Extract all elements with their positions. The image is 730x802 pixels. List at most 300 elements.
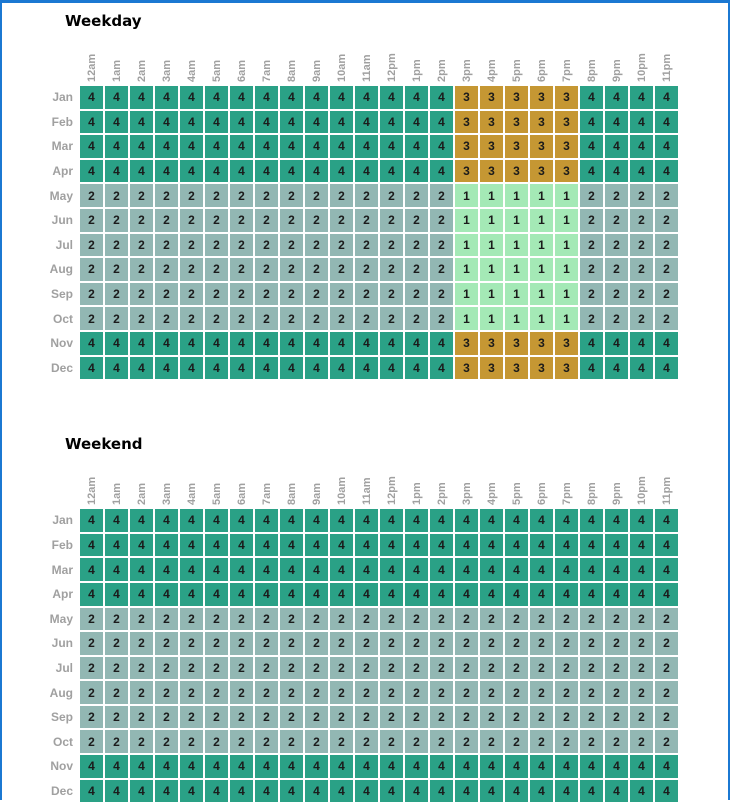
heatmap-cell: 4 [155,111,178,134]
hour-axis-label [255,463,278,507]
heatmap-cell: 4 [205,534,228,557]
heatmap-cell: 2 [580,608,603,631]
heatmap-cell: 4 [630,160,653,183]
heatmap-cell: 2 [355,681,378,704]
hour-axis-label-text: 9am [310,59,323,82]
heatmap-cell: 3 [530,357,553,380]
heatmap-cell: 4 [330,534,353,557]
heatmap-cell: 2 [480,608,503,631]
heatmap-cell: 4 [630,135,653,158]
heatmap-cell: 4 [330,332,353,355]
heatmap-cell: 2 [205,632,228,655]
heatmap-cell: 4 [155,780,178,802]
hour-axis-label-text: 8am [285,483,298,506]
heatmap-cell: 3 [455,111,478,134]
hour-axis-label-text: 2pm [435,59,448,82]
heatmap-cell: 4 [105,755,128,778]
heatmap-cell: 4 [80,558,103,581]
axis-corner-spacer [14,40,78,84]
heatmap-cell: 4 [630,755,653,778]
heatmap-cell: 2 [230,283,253,306]
heatmap-cell: 4 [430,755,453,778]
heatmap-cell: 2 [580,283,603,306]
hour-axis-label-text: 9pm [610,482,623,506]
heatmap-cell: 2 [155,632,178,655]
heatmap-cell: 2 [330,681,353,704]
heatmap-cell: 4 [455,534,478,557]
month-axis-label: Dec [50,360,73,375]
heatmap-cell: 2 [255,184,278,207]
hour-axis-label [205,463,228,507]
heatmap-cell: 4 [305,86,328,109]
heatmap-cell: 4 [405,332,428,355]
heatmap-cell: 2 [505,706,528,729]
heatmap-cell: 3 [530,160,553,183]
heatmap-cell: 2 [130,608,153,631]
heatmap-cell: 2 [180,657,203,680]
heatmap-cell: 2 [355,184,378,207]
heatmap-cell: 4 [430,135,453,158]
heatmap-cell: 2 [580,258,603,281]
heatmap-cell: 1 [555,283,578,306]
heatmap-cell: 4 [330,357,353,380]
heatmap-cell: 2 [630,608,653,631]
heatmap-cell: 4 [255,86,278,109]
heatmap-cell: 2 [580,657,603,680]
month-axis-label: Jan [52,513,73,528]
heatmap-cell: 1 [530,184,553,207]
heatmap-cell: 2 [130,730,153,753]
hour-axis-label-text: 12am [85,476,98,506]
heatmap-cell: 4 [630,332,653,355]
heatmap-cell: 4 [330,135,353,158]
heatmap-cell: 2 [105,258,128,281]
heatmap-cell: 4 [655,755,678,778]
hour-axis-label-text: 7am [260,59,273,82]
heatmap-cell: 2 [630,706,653,729]
heatmap-cell: 3 [455,86,478,109]
heatmap-cell: 2 [555,632,578,655]
heatmap-cell: 4 [655,86,678,109]
hour-axis-label [130,40,153,84]
heatmap-cell: 3 [455,332,478,355]
heatmap-cell: 4 [205,135,228,158]
heatmap-cell: 2 [130,632,153,655]
heatmap-cell: 4 [305,583,328,606]
heatmap-cell: 2 [280,608,303,631]
heatmap-cell: 2 [330,632,353,655]
heatmap-cell: 2 [430,258,453,281]
heatmap-cell: 4 [255,357,278,380]
heatmap-cell: 2 [655,307,678,330]
heatmap-cell: 4 [655,509,678,532]
heatmap-cell: 4 [280,509,303,532]
weekend-heatmap-section [14,435,728,802]
heatmap-cell: 2 [130,706,153,729]
heatmap-cell: 4 [405,558,428,581]
heatmap-cell: 2 [305,234,328,257]
hour-axis-label-text: 7pm [560,482,573,506]
heatmap-cell: 4 [130,357,153,380]
heatmap-cell: 2 [530,608,553,631]
heatmap-cell: 2 [180,307,203,330]
heatmap-cell: 4 [655,111,678,134]
month-axis-label: May [49,611,73,626]
heatmap-cell: 2 [530,681,553,704]
heatmap-cell: 2 [455,706,478,729]
heatmap-cell: 2 [255,209,278,232]
heatmap-cell: 2 [655,730,678,753]
heatmap-cell: 4 [130,332,153,355]
heatmap-cell: 4 [580,160,603,183]
heatmap-cell: 4 [230,534,253,557]
heatmap-cell: 4 [305,780,328,802]
heatmap-cell: 2 [280,657,303,680]
heatmap-cell: 4 [305,509,328,532]
heatmap-cell: 2 [580,184,603,207]
heatmap-cell: 2 [255,657,278,680]
heatmap-cell: 2 [180,632,203,655]
heatmap-cell: 2 [230,234,253,257]
heatmap-cell: 1 [480,234,503,257]
heatmap-cell: 4 [105,558,128,581]
month-axis-label: Apr [52,164,73,179]
heatmap-cell: 2 [530,706,553,729]
hour-axis-label-text: 12am [85,53,98,82]
heatmap-cell: 2 [430,184,453,207]
heatmap-cell: 3 [555,135,578,158]
hour-axis-label-text: 8pm [585,59,598,82]
heatmap-cell: 2 [380,234,403,257]
heatmap-cell: 4 [280,332,303,355]
heatmap-cell: 2 [405,657,428,680]
heatmap-cell: 2 [105,209,128,232]
heatmap-cell: 3 [480,111,503,134]
heatmap-cell: 2 [405,234,428,257]
heatmap-cell: 4 [655,583,678,606]
heatmap-cell: 4 [380,160,403,183]
heatmap-cell: 2 [80,258,103,281]
heatmap-cell: 4 [230,111,253,134]
heatmap-cell: 2 [255,706,278,729]
heatmap-cell: 4 [505,780,528,802]
heatmap-cell: 4 [405,583,428,606]
heatmap-cell: 2 [330,608,353,631]
heatmap-cell: 2 [105,307,128,330]
heatmap-cell: 2 [455,730,478,753]
heatmap-cell: 3 [555,332,578,355]
heatmap-cell: 4 [530,780,553,802]
weekday-heatmap-grid [14,40,728,379]
heatmap-cell: 2 [180,608,203,631]
heatmap-cell: 4 [505,558,528,581]
heatmap-cell: 4 [405,160,428,183]
heatmap-cell: 4 [455,780,478,802]
heatmap-cell: 2 [605,706,628,729]
heatmap-cell: 2 [555,608,578,631]
heatmap-cell: 4 [180,135,203,158]
heatmap-cell: 2 [455,681,478,704]
heatmap-cell: 4 [155,755,178,778]
heatmap-cell: 4 [205,86,228,109]
heatmap-cell: 2 [255,730,278,753]
heatmap-cell: 4 [580,780,603,802]
heatmap-cell: 2 [505,632,528,655]
hour-axis-label [505,463,528,507]
heatmap-cell: 3 [505,135,528,158]
heatmap-cell: 4 [230,558,253,581]
heatmap-cell: 4 [255,558,278,581]
heatmap-cell: 4 [605,509,628,532]
hour-axis-label [430,40,453,84]
heatmap-cell: 1 [555,234,578,257]
heatmap-cell: 2 [605,608,628,631]
heatmap-cell: 4 [505,534,528,557]
heatmap-cell: 2 [230,632,253,655]
heatmap-cell: 4 [430,780,453,802]
heatmap-cell: 4 [380,357,403,380]
heatmap-cell: 2 [605,681,628,704]
heatmap-cell: 2 [180,234,203,257]
heatmap-cell: 4 [230,332,253,355]
month-axis-label: Nov [50,759,73,774]
heatmap-cell: 2 [80,209,103,232]
heatmap-cell: 2 [430,706,453,729]
hour-axis-label [530,40,553,84]
hour-axis-label-text: 4am [185,483,198,506]
heatmap-cell: 3 [480,332,503,355]
hour-axis-label-text: 3pm [460,482,473,506]
heatmap-cell: 2 [655,657,678,680]
heatmap-cell: 4 [180,160,203,183]
heatmap-cell: 2 [380,632,403,655]
heatmap-cell: 4 [330,583,353,606]
heatmap-cell: 2 [605,283,628,306]
heatmap-cell: 2 [155,209,178,232]
hour-axis-label [280,40,303,84]
heatmap-cell: 2 [155,706,178,729]
heatmap-cell: 2 [355,258,378,281]
heatmap-cell: 4 [80,583,103,606]
heatmap-cell: 4 [230,755,253,778]
heatmap-cell: 4 [180,509,203,532]
weekend-heatmap-grid [14,463,728,802]
hour-axis-label [455,40,478,84]
heatmap-cell: 2 [155,681,178,704]
heatmap-cell: 4 [130,755,153,778]
heatmap-cell: 2 [305,608,328,631]
heatmap-cell: 2 [105,283,128,306]
heatmap-cell: 2 [380,307,403,330]
heatmap-cell: 3 [505,332,528,355]
heatmap-cell: 2 [305,258,328,281]
hour-axis-label-text: 11pm [660,476,673,506]
heatmap-cell: 2 [655,632,678,655]
heatmap-cell: 4 [380,332,403,355]
heatmap-cell: 2 [180,209,203,232]
heatmap-cell: 2 [630,234,653,257]
heatmap-cell: 2 [580,681,603,704]
heatmap-cell: 2 [305,657,328,680]
month-axis-label: Aug [49,685,73,700]
heatmap-cell: 4 [355,780,378,802]
month-axis-label: Jan [52,90,73,105]
heatmap-cell: 2 [280,307,303,330]
heatmap-cell: 2 [380,706,403,729]
heatmap-cell: 2 [630,283,653,306]
heatmap-cell: 4 [205,111,228,134]
heatmap-cell: 4 [180,534,203,557]
hour-axis-label [330,40,353,84]
heatmap-cell: 2 [330,283,353,306]
hour-axis-label-text: 4am [185,59,198,82]
heatmap-cell: 4 [430,558,453,581]
heatmap-cell: 2 [630,632,653,655]
month-axis-label: Jun [51,636,73,651]
heatmap-cell: 4 [255,135,278,158]
hour-axis-label-text: 7pm [560,59,573,82]
heatmap-cell: 4 [205,160,228,183]
hour-axis-label [530,463,553,507]
heatmap-cell: 4 [380,755,403,778]
heatmap-cell: 4 [555,755,578,778]
heatmap-cell: 4 [605,357,628,380]
hour-axis-label-text: 4pm [485,482,498,506]
heatmap-cell: 2 [205,706,228,729]
heatmap-cell: 2 [230,184,253,207]
heatmap-cell: 2 [630,681,653,704]
heatmap-cell: 1 [505,307,528,330]
heatmap-cell: 4 [355,583,378,606]
heatmap-cell: 2 [130,258,153,281]
heatmap-cell: 4 [155,160,178,183]
heatmap-cell: 4 [580,332,603,355]
heatmap-cell: 4 [230,357,253,380]
heatmap-cell: 4 [530,534,553,557]
heatmap-cell: 4 [580,558,603,581]
hour-axis-label [230,40,253,84]
heatmap-cell: 2 [530,632,553,655]
heatmap-cell: 2 [655,681,678,704]
hour-axis-label-text: 7am [260,483,273,506]
heatmap-cell: 4 [305,357,328,380]
heatmap-cell: 4 [555,509,578,532]
heatmap-cell: 2 [505,657,528,680]
heatmap-cell: 2 [280,706,303,729]
heatmap-cell: 4 [130,558,153,581]
heatmap-cell: 2 [355,632,378,655]
heatmap-cell: 4 [480,755,503,778]
heatmap-cell: 4 [155,583,178,606]
heatmap-cell: 2 [405,608,428,631]
heatmap-cell: 2 [230,657,253,680]
heatmap-cell: 2 [505,730,528,753]
heatmap-cell: 2 [305,730,328,753]
hour-axis-label-text: 5pm [510,482,523,506]
heatmap-cell: 2 [380,681,403,704]
hour-axis-label [80,40,103,84]
heatmap-cell: 4 [480,558,503,581]
heatmap-cell: 2 [630,209,653,232]
hour-axis-label [230,463,253,507]
heatmap-cell: 4 [555,534,578,557]
month-axis-label: May [49,188,73,203]
heatmap-cell: 2 [105,234,128,257]
heatmap-cell: 4 [580,357,603,380]
heatmap-cell: 4 [255,111,278,134]
heatmap-cell: 4 [430,509,453,532]
heatmap-cell: 4 [230,583,253,606]
heatmap-cell: 4 [180,111,203,134]
heatmap-cell: 4 [155,558,178,581]
heatmap-cell: 2 [655,209,678,232]
hour-axis-label-text: 1pm [410,482,423,506]
heatmap-cell: 4 [105,534,128,557]
heatmap-cell: 2 [205,283,228,306]
heatmap-cell: 2 [605,307,628,330]
heatmap-cell: 4 [505,755,528,778]
heatmap-cell: 2 [305,283,328,306]
heatmap-cell: 2 [230,681,253,704]
heatmap-cell: 1 [530,283,553,306]
heatmap-cell: 2 [380,209,403,232]
heatmap-cell: 4 [180,780,203,802]
heatmap-cell: 2 [180,730,203,753]
heatmap-cell: 2 [255,608,278,631]
heatmap-cell: 2 [380,730,403,753]
axis-corner-spacer [14,463,78,507]
heatmap-cell: 2 [630,184,653,207]
heatmap-cell: 2 [480,632,503,655]
heatmap-cell: 4 [230,86,253,109]
heatmap-cell: 4 [580,755,603,778]
heatmap-cell: 4 [380,509,403,532]
heatmap-cell: 3 [480,160,503,183]
heatmap-cell: 1 [505,258,528,281]
heatmap-cell: 4 [355,534,378,557]
weekday-heatmap-title: Weekday [65,12,142,30]
heatmap-cell: 4 [380,135,403,158]
heatmap-cell: 2 [405,632,428,655]
heatmap-cell: 4 [205,755,228,778]
heatmap-cell: 2 [330,706,353,729]
heatmap-cell: 3 [480,135,503,158]
heatmap-cell: 4 [580,534,603,557]
heatmap-cell: 2 [205,681,228,704]
heatmap-cell: 4 [305,558,328,581]
heatmap-cell: 1 [480,283,503,306]
hour-axis-label-text: 3am [160,59,173,82]
heatmap-cell: 4 [305,160,328,183]
heatmap-cell: 3 [505,111,528,134]
heatmap-cell: 2 [630,258,653,281]
heatmap-cell: 2 [530,730,553,753]
heatmap-cell: 2 [280,234,303,257]
heatmap-cell: 4 [505,509,528,532]
heatmap-cell: 3 [480,86,503,109]
heatmap-cell: 2 [305,209,328,232]
heatmap-cell: 2 [330,184,353,207]
heatmap-cell: 4 [580,583,603,606]
heatmap-cell: 2 [430,283,453,306]
heatmap-cell: 2 [255,258,278,281]
hour-axis-label-text: 1pm [410,59,423,82]
heatmap-cell: 2 [105,632,128,655]
heatmap-cell: 4 [255,509,278,532]
heatmap-cell: 4 [305,755,328,778]
heatmap-cell: 4 [105,86,128,109]
hour-axis-label [255,40,278,84]
